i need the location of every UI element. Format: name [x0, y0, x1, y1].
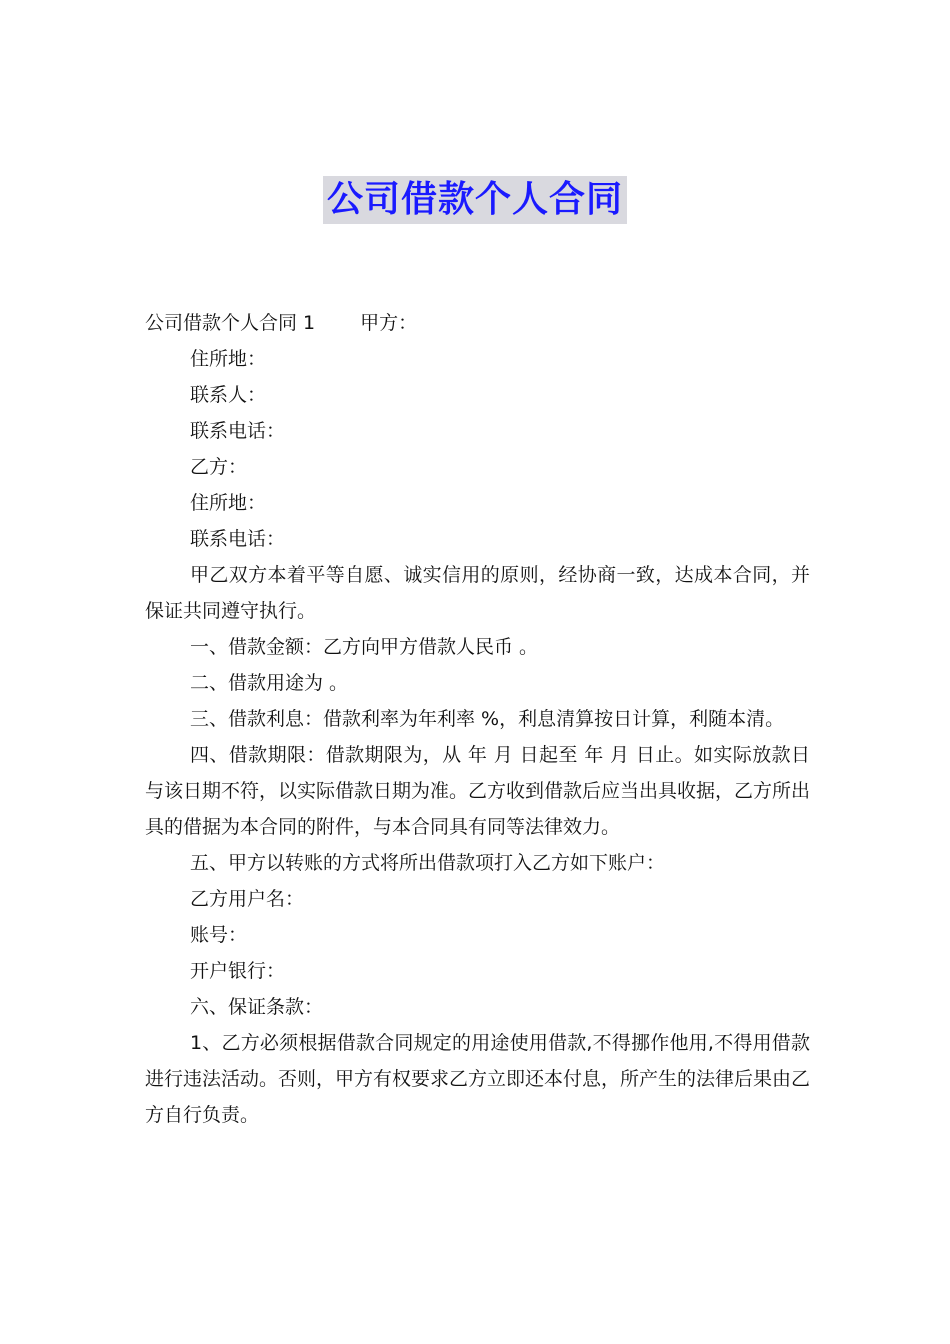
document-body — [145, 305, 810, 1133]
clause-loan-term: 四、借款期限：借款期限为，从 年 月 日起至 年 月 日止。如实际放款日与该日期不符，以实际借款日期为准。乙方收到借款后应当出具收据，乙方所出具的借据为本合同的附件，与本合同具有同等法律效力。 — [145, 744, 811, 838]
clause-loan-purpose: 二、借款用途为 。 — [190, 672, 349, 694]
party-b-address: 住所地： — [190, 492, 267, 514]
party-a-phone: 联系电话： — [190, 420, 286, 442]
party-b-bank: 开户银行： — [190, 960, 286, 982]
preamble-paragraph: 甲乙双方本着平等自愿、诚实信用的原则，经协商一致，达成本合同，并保证共同遵守执行。 — [145, 564, 810, 622]
party-a-address: 住所地： — [190, 348, 267, 370]
document-title: 公司借款个人合同 — [323, 176, 627, 224]
party-a-contact: 联系人： — [190, 384, 267, 406]
party-a-label: 甲方： — [360, 312, 418, 334]
clause-loan-amount: 一、借款金额：乙方向甲方借款人民币 。 — [190, 636, 539, 658]
clause-transfer: 五、甲方以转账的方式将所出借款项打入乙方如下账户： — [190, 852, 666, 874]
clause-guarantee: 六、保证条款： — [190, 996, 324, 1018]
guarantee-item-1: 1、乙方必须根据借款合同规定的用途使用借款,不得挪作他用,不得用借款进行违法活动。否则，甲方有权要求乙方立即还本付息，所产生的法律后果由乙方自行负责。 — [145, 1032, 811, 1126]
party-b-phone: 联系电话： — [190, 528, 286, 550]
contract-heading: 公司借款个人合同 1 — [145, 312, 316, 334]
party-b-account-name: 乙方用户名： — [190, 888, 305, 910]
title-container — [0, 176, 950, 224]
party-b-account-number: 账号： — [190, 924, 248, 946]
party-b-label: 乙方： — [190, 456, 248, 478]
first-line — [145, 305, 810, 341]
clause-loan-interest: 三、借款利息：借款利率为年利率 %，利息清算按日计算，利随本清。 — [190, 708, 785, 730]
